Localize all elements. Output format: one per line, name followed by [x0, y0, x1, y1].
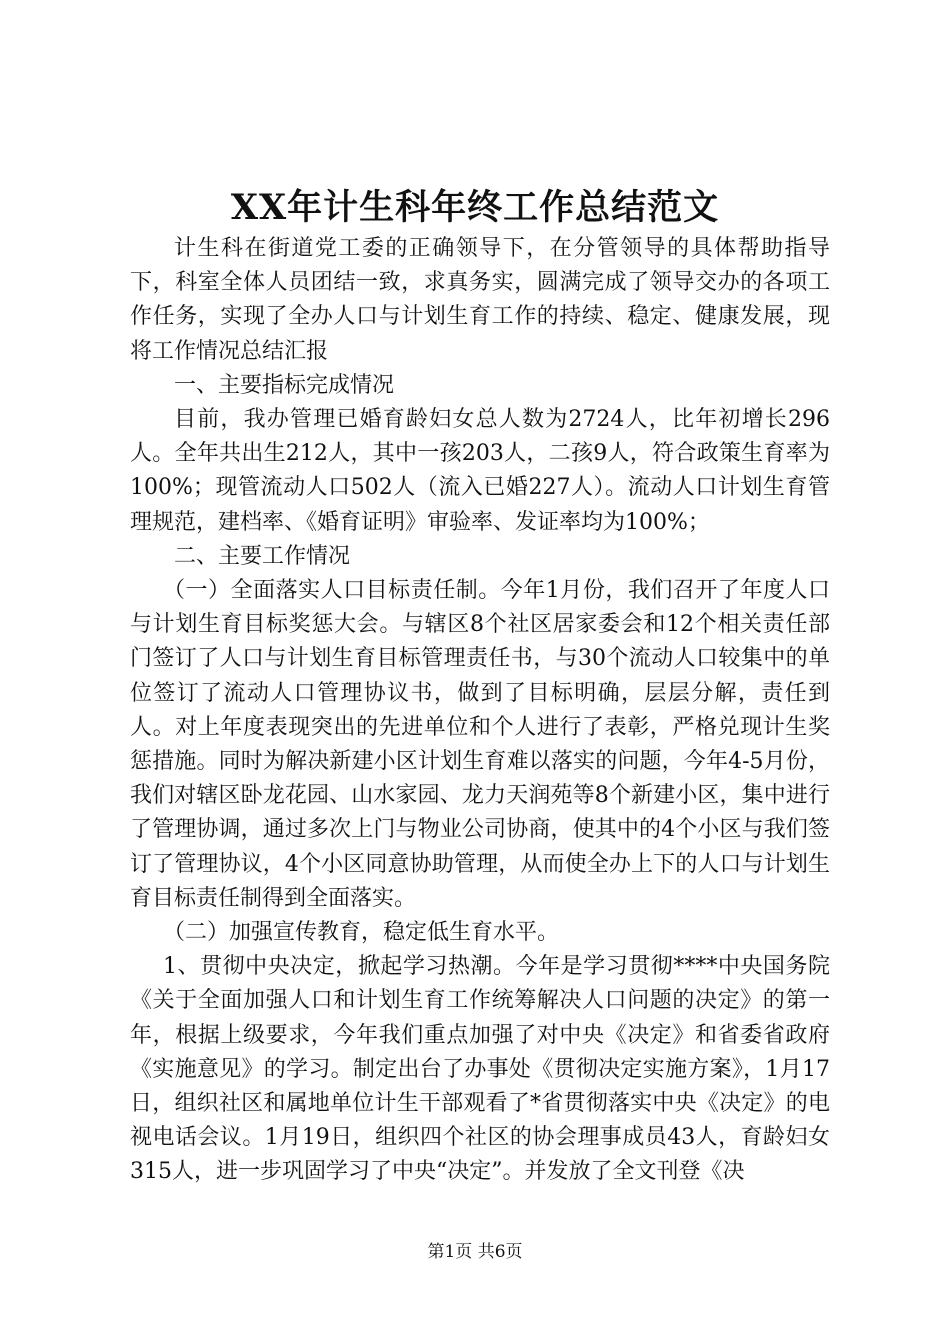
paragraph-indicators: 目前，我办管理已婚育龄妇女总人数为2724人，比年初增长296人。全年共出生212人，其中一孩203人，二孩9人，符合政策生育率为100%；现管流动人口502人（流入已婚227人）。流动人口计划生育管理规范，建档率、《婚育证明》审验率、发证率均为100%； — [130, 407, 830, 535]
document-body — [130, 232, 830, 1190]
subheading-publicity-education: （二）加强宣传教育，稳定低生育水平。 — [163, 920, 560, 946]
paragraph-target-responsibility: （一）全面落实人口目标责任制。今年1月份，我们召开了年度人口与计划生育目标奖惩大会。与辖区8个社区居家委会和12个相关责任部门签订了人口与计划生育目标管理责任书，与30个流动人口较集中的单位签订了流动人口管理协议书，做到了目标明确，层层分解，责任到人。对上年度表现突出的先进单位和个人进行了表彰，严格兑现计生奖惩措施。同时为解决新建小区计划生育难以落实的问题，今年4-5月份，我们对辖区卧龙花园、山水家园、龙力天润苑等8个新建小区，集中进行了管理协调，通过多次上门与物业公司协商，使其中的4个小区与我们签订了管理协议，4个小区同意协助管理，从而使全办上下的人口与计划生育目标责任制得到全面落实。 — [130, 578, 830, 911]
document-title: XX年计生科年终工作总结范文 — [230, 187, 720, 228]
paragraph-intro: 计生科在街道党工委的正确领导下，在分管领导的具体帮助指导下，科室全体人员团结一致，求真务实，圆满完成了领导交办的各项工作任务，实现了全办人口与计划生育工作的持续、稳定、健康发展，现将工作情况总结汇报 — [130, 236, 830, 364]
page-footer: 第1页 共6页 — [427, 1242, 523, 1262]
paragraph-central-decision: 1、贯彻中央决定，掀起学习热潮。今年是学习贯彻****中央国务院《关于全面加强人口和计划生育工作统筹解决人口问题的决定》的第一年，根据上级要求，今年我们重点加强了对中央《决定》和省委省政府《实施意见》的学习。制定出台了办事处《贯彻决定实施方案》，1月17日，组织社区和属地单位计生干部观看了*省贯彻落实中央《决定》的电视电话会议。1月19日，组织四个社区的协会理事成员43人，育龄妇女315人，进一步巩固学习了中央“决定”。并发放了全文刊登《决 — [130, 954, 830, 1185]
section-heading-main-indicators: 一、主要指标完成情况 — [174, 372, 395, 398]
section-heading-main-work: 二、主要工作情况 — [174, 543, 351, 569]
